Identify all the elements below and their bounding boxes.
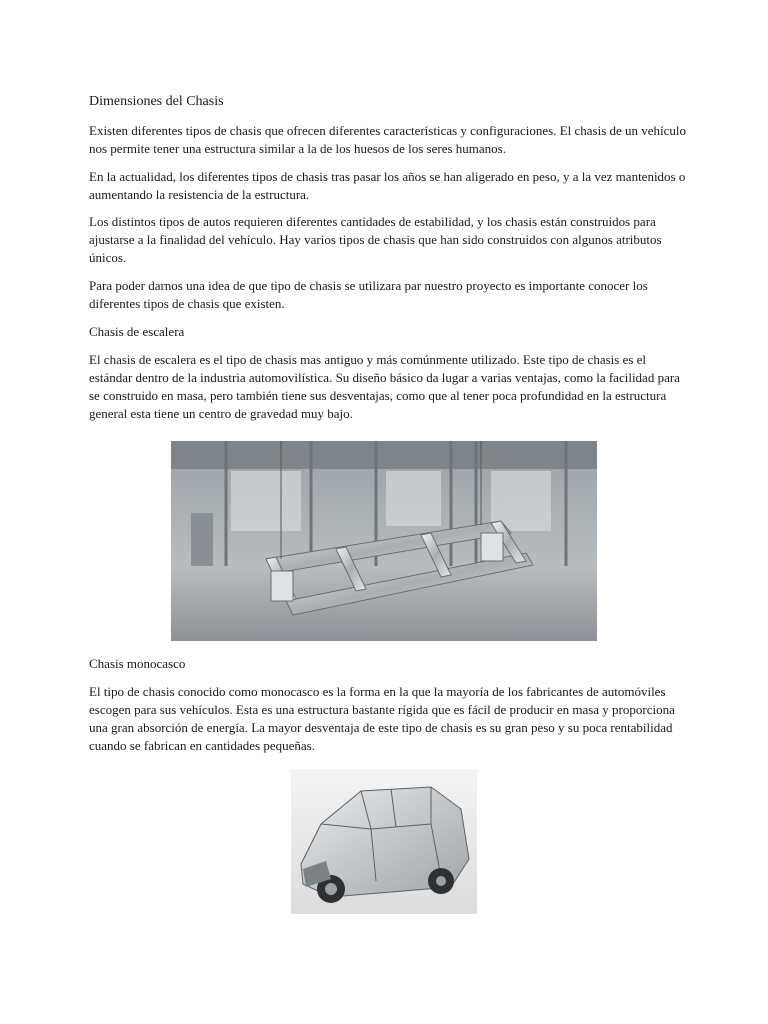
paragraph-4: Para poder darnos una idea de que tipo de chasis se utilizara par nuestro proyecto es importante conocer los diferentes tipos de chasis que existen. [89,278,648,311]
paragraph-3: Los distintos tipos de autos requieren diferentes cantidades de estabilidad, y los chasis están construidos para ajustarse a la finalidad del vehículo. Hay varios tipos de chasis que han sido construidos con algunos atributos únicos. [89,214,662,265]
section-body-monocoque: El tipo de chasis conocido como monocasco es la forma en la que la mayoría de los fabricantes de automóviles escogen para sus vehículos. Esta es una estructura bastante rígida que es fácil de producir en masa y proporciona una gran absorción de energía. La mayor desventaja de este tipo de chasis es su gran peso y su poca rentabilidad cuando se fabrican en cantidades pequeñas. [89,684,675,753]
paragraph-2: En la actualidad, los diferentes tipos de chasis tras pasar los años se han aligerado en peso, y a la vez mantenidos o aumentando la resistencia de la estructura. [89,169,686,202]
ladder-frame-chassis-photo [171,441,597,641]
section-heading-monocoque: Chasis monocasco [89,656,186,671]
section-heading-ladder: Chasis de escalera [89,324,185,339]
paragraph-1: Existen diferentes tipos de chasis que ofrecen diferentes características y configuraciones. El chasis de un vehículo nos permite tener una estructura similar a la de los huesos de los seres humanos. [89,123,687,156]
section-body-ladder: El chasis de escalera es el tipo de chasis mas antiguo y más comúnmente utilizado. Este tipo de chasis es el estándar dentro de la industria automovilística. Su diseño básico da lugar a varias ventajas, como la facilidad para se construido en masa, pero también tiene sus desventajas, como que al tener poca profundidad en la estructura general esta tiene un centro de gravedad muy bajo. [89,352,680,421]
monocoque-body-photo [291,769,477,914]
document-title: Dimensiones del Chasis [89,94,224,109]
